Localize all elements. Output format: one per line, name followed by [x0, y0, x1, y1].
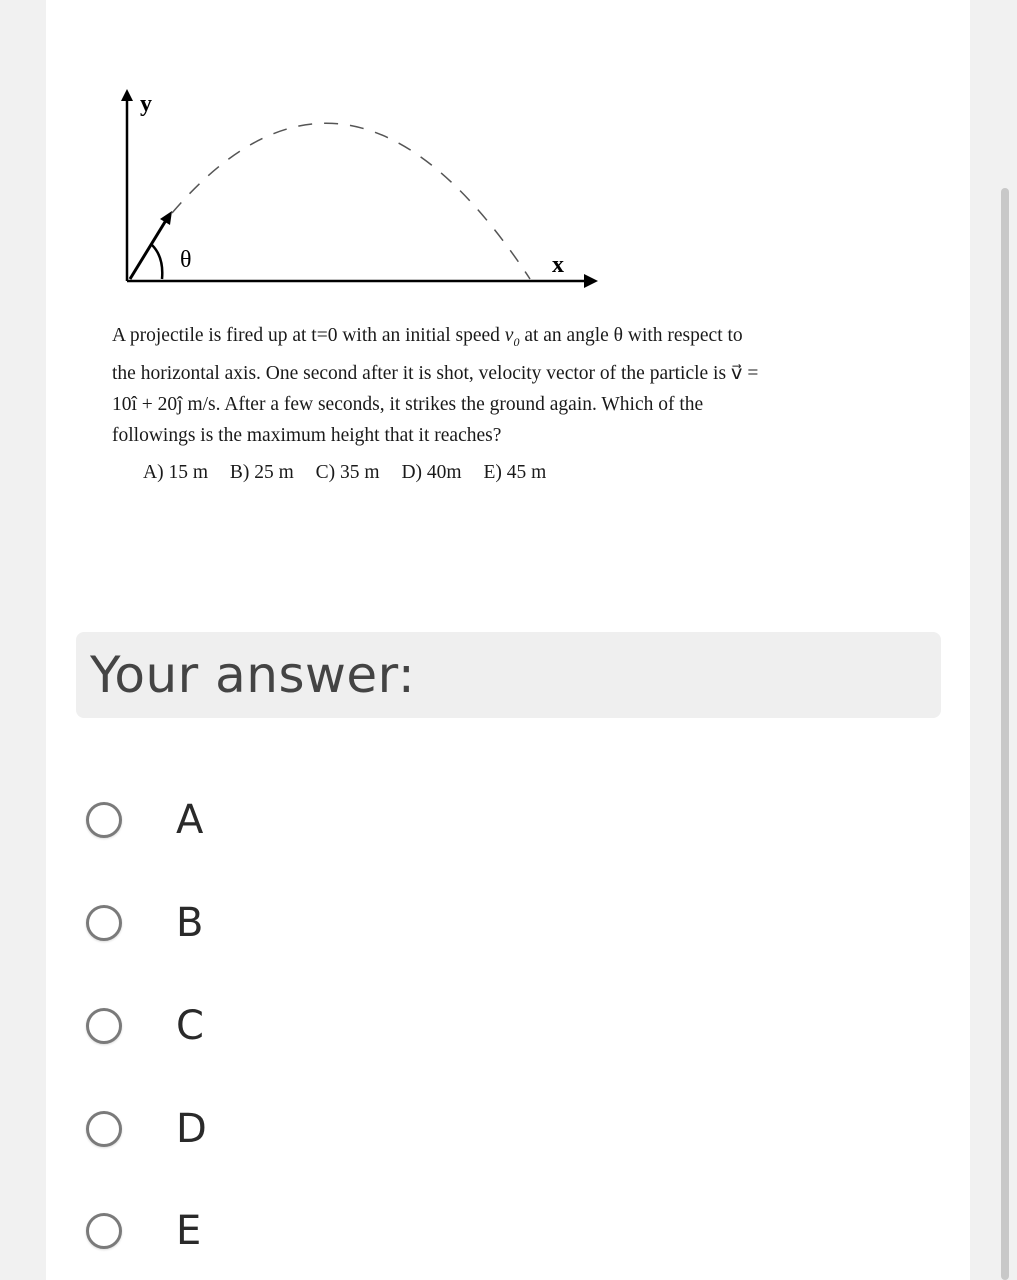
choice-d: D) 40m — [401, 462, 462, 483]
angle-arc — [152, 245, 162, 279]
choice-c: C) 35 m — [315, 462, 380, 483]
question-text — [112, 320, 872, 451]
projectile-diagram — [110, 85, 610, 300]
option-a[interactable] — [86, 797, 203, 843]
question-line-1: A projectile is fired up at t=0 with an initial speed $v_0$ at an angle θ with respect to — [112, 325, 743, 349]
scrollbar[interactable] — [1001, 188, 1009, 1280]
angle-label: θ — [180, 247, 192, 273]
option-a-label: A — [176, 797, 204, 843]
question-line-2: the horizontal axis. One second after it is shot, velocity vector of the particle is v⃗ = — [112, 362, 759, 384]
option-e-label: E — [176, 1208, 202, 1254]
option-d[interactable] — [86, 1106, 207, 1152]
answer-choices — [143, 462, 563, 484]
x-axis-label: x — [552, 252, 564, 278]
option-c-label: C — [176, 1003, 204, 1049]
option-b-label: B — [176, 900, 204, 946]
choice-e: E) 45 m — [483, 462, 547, 483]
x-axis-arrow — [584, 274, 598, 288]
y-axis-arrow — [121, 89, 133, 101]
question-line-4: followings is the maximum height that it reaches? — [112, 424, 502, 446]
question-line-3: 10î + 20ĵ m/s. After a few seconds, it strikes the ground again. Which of the — [112, 393, 704, 415]
option-d-label: D — [176, 1106, 207, 1152]
radio-b[interactable] — [86, 905, 122, 941]
option-e[interactable] — [86, 1208, 201, 1254]
y-axis-label: y — [140, 91, 152, 117]
radio-a[interactable] — [86, 802, 122, 838]
choice-a: A) 15 m — [143, 462, 208, 483]
choice-b: B) 25 m — [229, 462, 294, 483]
option-c[interactable] — [86, 1003, 204, 1049]
radio-c[interactable] — [86, 1008, 122, 1044]
your-answer-label: Your answer: — [90, 646, 416, 704]
your-answer-header — [76, 632, 941, 718]
trajectory-path — [172, 123, 530, 279]
radio-d[interactable] — [86, 1111, 122, 1147]
radio-e[interactable] — [86, 1213, 122, 1249]
option-b[interactable] — [86, 900, 203, 946]
